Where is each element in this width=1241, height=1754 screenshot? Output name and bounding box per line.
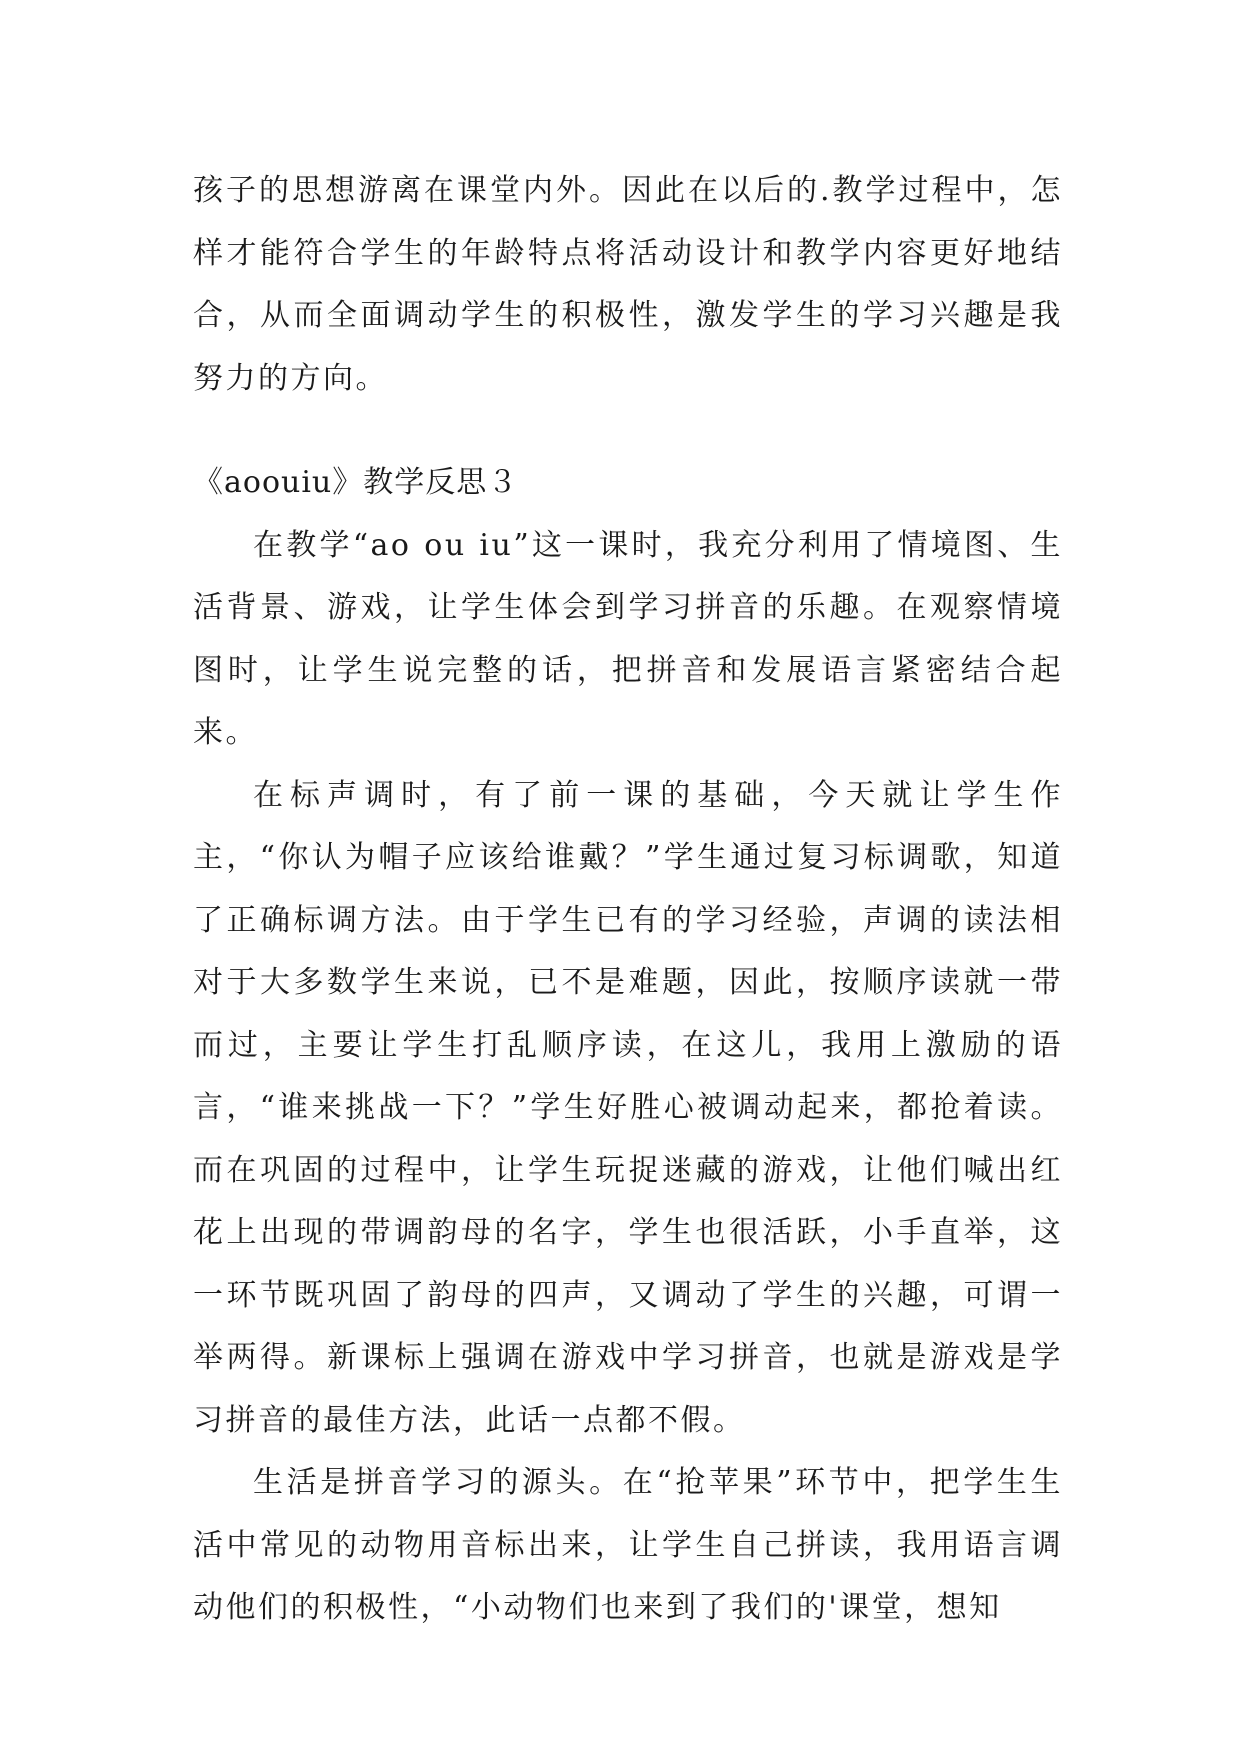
body-paragraph: 在标声调时，有了前一课的基础，今天就让学生作主，“你认为帽子应该给谁戴？”学生通过复习标调歌，知道了正确标调方法。由于学生已有的学习经验，声调的读法相对于大多数学生来说，已不是难题，因此，按顺序读就一带而过，主要让学生打乱顺序读，在这儿，我用上激励的语言，“谁来挑战一下？”学生好胜心被调动起来，都抢着读。而在巩固的过程中，让学生玩捉迷藏的游戏，让他们喊出红花上出现的带调韵母的名字，学生也很活跃，小手直举，这一环节既巩固了韵母的四声，又调动了学生的兴趣，可谓一举两得。新课标上强调在游戏中学习拼音，也就是游戏是学习拼音的最佳方法，此话一点都不假。	[193, 777, 1063, 1438]
document-body	[193, 160, 1063, 1640]
body-paragraph: 生活是拼音学习的源头。在“抢苹果”环节中，把学生生活中常见的动物用音标出来，让学生自己拼读，我用语言调动他们的积极性，“小动物们也来到了我们的'课堂，想知	[193, 1465, 1063, 1625]
body-paragraph: 在教学“ao ou iu”这一课时，我充分利用了情境图、生活背景、游戏，让学生体会到学习拼音的乐趣。在观察情境图时，让学生说完整的话，把拼音和发展语言紧密结合起来。	[193, 527, 1063, 750]
section-heading: 《aoouiu》教学反思３	[193, 465, 519, 500]
continuation-paragraph: 孩子的思想游离在课堂内外。因此在以后的.教学过程中，怎样才能符合学生的年龄特点将活动设计和教学内容更好地结合，从而全面调动学生的积极性，激发学生的学习兴趣是我努力的方向。	[193, 173, 1063, 396]
